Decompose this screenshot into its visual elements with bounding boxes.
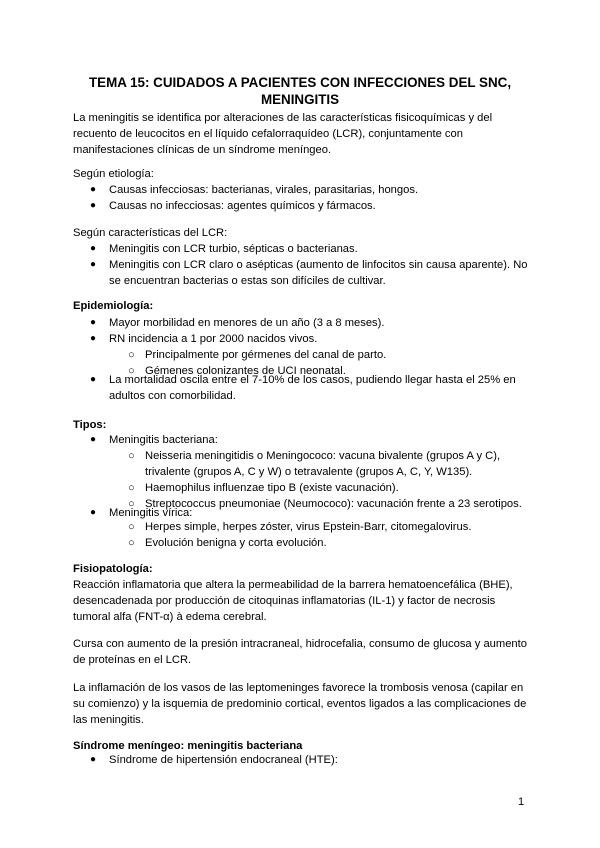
list-item: Síndrome de hipertensión endocraneal (HTE): bbox=[109, 754, 338, 766]
bullet-icon: ● bbox=[90, 754, 97, 765]
sindrome-heading: Síndrome meníngeo: meningitis bacteriana bbox=[73, 740, 303, 752]
list-item bbox=[109, 372, 529, 404]
intro-line: manifestaciones clínicas de un síndrome meníngeo. bbox=[73, 144, 332, 156]
bullet-icon: ● bbox=[90, 507, 97, 518]
sub-list-item: Streptococcus pneumoniae (Neumococo): vacunación frente a 23 serotipos. bbox=[145, 498, 522, 510]
intro-line: recuento de leucocitos en el líquido cefalorraquídeo (LCR), conjuntamente con bbox=[73, 128, 463, 140]
paragraph-line: las meningitis. bbox=[73, 714, 144, 726]
document-title bbox=[60, 74, 540, 108]
intro-line: La meningitis se identifica por alteraciones de las características fisicoquímicas y del bbox=[73, 112, 493, 124]
circle-bullet-icon: ○ bbox=[128, 349, 135, 361]
fisiopatologia-heading: Fisiopatología: bbox=[73, 563, 153, 575]
fisiopatologia-paragraph bbox=[73, 577, 529, 625]
paragraph-line: Cursa con aumento de la presión intracraneal, hidrocefalia, consumo de glucosa y aumento bbox=[73, 638, 527, 650]
sub-list-item bbox=[145, 448, 529, 480]
epidemiologia-heading: Epidemiología: bbox=[73, 300, 154, 312]
sub-list-item: Evolución benigna y corta evolución. bbox=[145, 537, 327, 549]
paragraph-line: La inflamación de los vasos de las leptomeninges favorece la trombosis venosa (capilar en bbox=[73, 682, 524, 694]
list-item-line: adultos con comorbilidad. bbox=[109, 390, 236, 402]
page-number: 1 bbox=[518, 796, 525, 808]
etiologia-heading: Según etiología: bbox=[73, 168, 154, 180]
bullet-icon: ● bbox=[90, 184, 97, 195]
paragraph-line: Reacción inflamatoria que altera la permeabilidad de la barrera hematoencefálica (BHE), bbox=[73, 579, 513, 591]
list-item: Meningitis bacteriana: bbox=[109, 434, 218, 446]
circle-bullet-icon: ○ bbox=[128, 365, 135, 377]
sub-list-item: Principalmente por gérmenes del canal de parto. bbox=[145, 349, 387, 361]
circle-bullet-icon: ○ bbox=[128, 521, 135, 533]
bullet-icon: ● bbox=[90, 259, 97, 270]
paragraph-line: de proteínas en el LCR. bbox=[73, 654, 192, 666]
bullet-icon: ● bbox=[90, 374, 97, 385]
list-item: Causas no infecciosas: agentes químicos y fármacos. bbox=[109, 200, 376, 212]
sub-list-item-line: trivalente (grupos A, C y W) o tetravalente (grupos A, C, Y, W135). bbox=[145, 466, 473, 478]
bullet-icon: ● bbox=[90, 333, 97, 344]
circle-bullet-icon: ○ bbox=[128, 450, 135, 462]
intro-paragraph bbox=[73, 110, 529, 158]
lcr-heading: Según características del LCR: bbox=[73, 227, 228, 239]
bullet-icon: ● bbox=[90, 200, 97, 211]
sub-list-item: Gémenes colonizantes de UCI neonatal. bbox=[145, 365, 346, 377]
fisiopatologia-paragraph bbox=[73, 636, 529, 668]
list-item bbox=[109, 257, 529, 289]
list-item: Causas infecciosas: bacterianas, virales, parasitarias, hongos. bbox=[109, 184, 419, 196]
list-item: RN incidencia a 1 por 2000 nacidos vivos. bbox=[109, 333, 318, 345]
paragraph-line: tumoral alfa (FNT-α) à edema cerebral. bbox=[73, 611, 267, 623]
bullet-icon: ● bbox=[90, 317, 97, 328]
tipos-heading: Tipos: bbox=[73, 419, 107, 431]
sub-list-item: Herpes simple, herpes zóster, virus Epstein-Barr, citomegalovirus. bbox=[145, 521, 472, 533]
title-line-2: MENINGITIS bbox=[260, 92, 340, 107]
fisiopatologia-paragraph bbox=[73, 680, 529, 728]
sub-list-item: Haemophilus influenzae tipo B (existe vacunación). bbox=[145, 482, 399, 494]
list-item-line: se encuentran bacterias o estas son difíciles de cultivar. bbox=[109, 275, 386, 287]
circle-bullet-icon: ○ bbox=[128, 482, 135, 494]
list-item: Meningitis vírica: bbox=[109, 507, 193, 519]
circle-bullet-icon: ○ bbox=[128, 537, 135, 549]
circle-bullet-icon: ○ bbox=[128, 498, 135, 510]
title-line-1: TEMA 15: CUIDADOS A PACIENTES CON INFECCIONES DEL SNC, bbox=[88, 75, 512, 90]
list-item-line: Meningitis con LCR claro o asépticas (aumento de linfocitos sin causa aparente). No bbox=[109, 259, 528, 271]
paragraph-line: desencadenada por producción de citoquinas inflamatorias (IL-1) y factor de necrosis bbox=[73, 595, 496, 607]
list-item-line: La mortalidad oscila entre el 7-10% de los casos, pudiendo llegar hasta el 25% en bbox=[109, 374, 516, 386]
paragraph-line: su comienzo) y la isquemia de predominio cortical, eventos ligados a las complicaciones de bbox=[73, 698, 527, 710]
list-item: Mayor morbilidad en menores de un año (3 a 8 meses). bbox=[109, 317, 385, 329]
sub-list-item-line: Neisseria meningitidis o Meningococo: vacuna bivalente (grupos A y C), bbox=[145, 450, 501, 462]
bullet-icon: ● bbox=[90, 434, 97, 445]
list-item: Meningitis con LCR turbio, sépticas o bacterianas. bbox=[109, 243, 358, 255]
bullet-icon: ● bbox=[90, 243, 97, 254]
